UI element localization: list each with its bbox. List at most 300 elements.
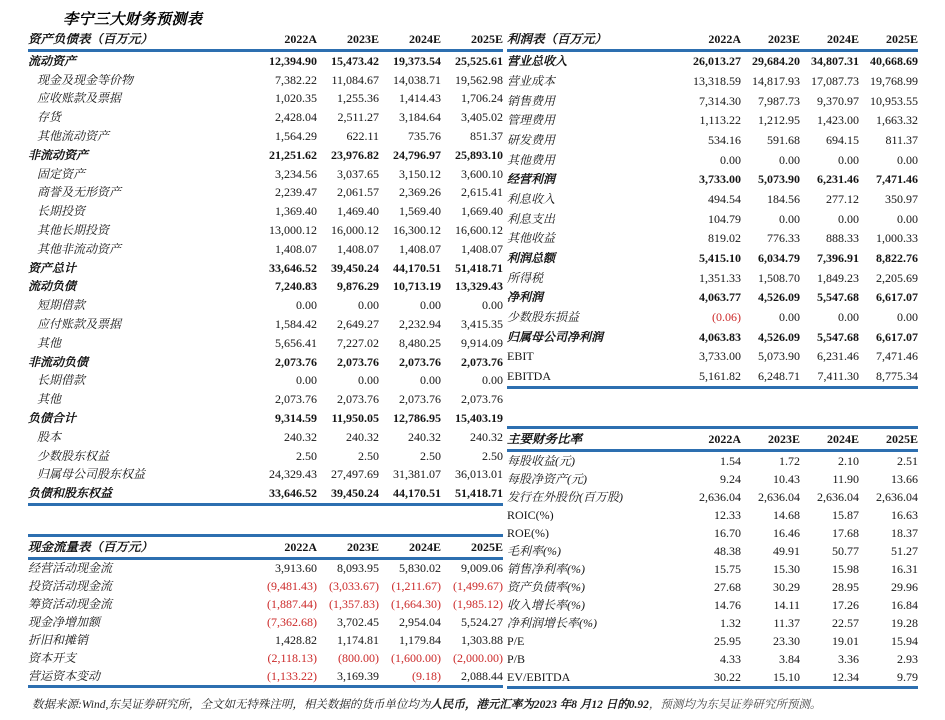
cell-value: 24,329.43	[269, 467, 317, 482]
cell-value: 240.32	[346, 429, 379, 444]
source-note	[32, 696, 927, 712]
cell-value: 14.68	[773, 507, 800, 522]
cell-value: 9.24	[720, 471, 741, 486]
cell-value: 13,318.59	[693, 74, 741, 88]
year-col-2022a: 2022A	[708, 32, 741, 46]
cell-value: 2.50	[420, 448, 441, 463]
table-row	[28, 484, 503, 503]
cell-value: 31,381.07	[393, 467, 441, 482]
cell-value: 1.32	[720, 615, 741, 630]
cell-value: 3,184.64	[399, 110, 441, 125]
cell-value: 7,411.30	[817, 369, 859, 384]
cell-value: 3,733.00	[699, 349, 741, 364]
cell-value: 350.97	[885, 192, 918, 207]
row-label: 存货	[37, 111, 62, 124]
table-row	[507, 150, 918, 170]
cell-value: 9,876.29	[337, 279, 379, 294]
cash-flow-table	[28, 534, 503, 688]
table-row	[28, 127, 503, 146]
cell-value: 1.54	[720, 453, 741, 468]
row-label: 流动资产	[28, 54, 77, 67]
table-row	[507, 111, 918, 131]
cell-value: 48.38	[714, 543, 741, 558]
cell-value: 1,255.36	[337, 91, 379, 106]
cell-value: 18.37	[891, 525, 918, 540]
table-row	[28, 667, 503, 685]
cell-value: 776.33	[767, 231, 800, 246]
table-row	[507, 578, 918, 596]
cell-value: 9.79	[897, 670, 918, 685]
cell-value: 2,428.04	[275, 110, 317, 125]
cell-value: 1,469.40	[337, 204, 379, 219]
cell-value: 19,768.99	[870, 74, 918, 88]
row-label: 归属母公司股东权益	[37, 468, 146, 481]
row-label: 应收账款及票据	[37, 92, 122, 105]
cell-value: (1,600.00)	[391, 651, 441, 666]
cell-value: 1,508.70	[758, 270, 800, 285]
key-ratios-header-row	[507, 431, 918, 452]
cell-value: 1,564.29	[275, 129, 317, 144]
row-label: ROIC(%)	[507, 508, 554, 521]
cash-flow-body	[28, 560, 503, 686]
year-col-2023e: 2023E	[767, 432, 800, 446]
year-col-2023e: 2023E	[346, 540, 379, 554]
row-label: 现金净增加额	[28, 616, 101, 629]
year-col-2025e: 2025E	[885, 432, 918, 446]
cell-value: 2,954.04	[399, 615, 441, 630]
table-row	[507, 347, 918, 367]
cell-value: (1,985.12)	[453, 597, 503, 612]
cell-value: 2,511.27	[337, 110, 379, 125]
row-label: 资产总计	[28, 261, 77, 274]
cell-value: 0.00	[897, 310, 918, 325]
balance-sheet-header-row	[28, 31, 503, 52]
cell-value: 1,584.42	[275, 317, 317, 332]
cell-value: 2.50	[358, 448, 379, 463]
cell-value: 1,408.07	[399, 241, 441, 256]
cell-value: 1,020.35	[275, 91, 317, 106]
table-row	[28, 577, 503, 595]
cell-value: 27.68	[714, 579, 741, 594]
page-title: 李宁三大财务预测表	[63, 12, 203, 28]
cell-value: 1,369.40	[275, 204, 317, 219]
row-label: 应付账款及票据	[37, 318, 122, 331]
cell-value: 9,370.97	[817, 93, 859, 108]
cell-value: 2,073.76	[461, 354, 503, 369]
cell-value: 12.34	[832, 670, 859, 685]
cell-value: 7,227.02	[337, 335, 379, 350]
cell-value: 2,615.41	[461, 185, 503, 200]
cell-value: (2,118.13)	[267, 651, 317, 666]
cell-value: 12,786.95	[393, 411, 441, 426]
cell-value: 2.10	[838, 453, 859, 468]
cell-value: 15.10	[773, 670, 800, 685]
cell-value: (9,481.43)	[267, 579, 317, 594]
cell-value: 14.76	[714, 597, 741, 612]
table-row	[28, 446, 503, 465]
cell-value: 7,471.46	[876, 172, 918, 187]
cell-value: 15.30	[773, 561, 800, 576]
row-label: 短期借款	[37, 299, 86, 312]
cell-value: 2,232.94	[399, 317, 441, 332]
row-label: 商誉及无形资产	[37, 186, 122, 199]
table-row	[28, 409, 503, 428]
cell-value: 0.00	[897, 152, 918, 167]
cell-value: 3,169.39	[337, 669, 379, 684]
cell-value: 17.68	[832, 525, 859, 540]
cell-value: 39,450.24	[331, 260, 379, 275]
row-label: P/E	[507, 634, 525, 647]
table-row	[507, 366, 918, 386]
row-label: 每股收益(元)	[507, 454, 575, 467]
table-row	[28, 89, 503, 108]
table-row	[507, 614, 918, 632]
table-row	[507, 470, 918, 488]
cell-value: (1,133.22)	[267, 669, 317, 684]
table-row	[28, 560, 503, 578]
row-label: 每股净资产(元)	[507, 472, 587, 485]
table-row	[28, 427, 503, 446]
table-row	[28, 296, 503, 315]
cell-value: 3,234.56	[275, 166, 317, 181]
cell-value: 16,600.12	[455, 223, 503, 238]
cell-value: 15.94	[891, 633, 918, 648]
cell-value: 888.33	[826, 231, 859, 246]
table-row	[507, 209, 918, 229]
balance-sheet-table	[28, 31, 503, 506]
cell-value: 14,038.71	[393, 72, 441, 87]
row-label: 折旧和摊销	[28, 634, 89, 647]
row-label: 营业成本	[507, 75, 556, 87]
row-label: 经营活动现金流	[28, 562, 113, 575]
year-col-2025e: 2025E	[470, 540, 503, 554]
cell-value: 0.00	[358, 373, 379, 388]
row-label: 利息支出	[507, 212, 556, 225]
cell-value: 0.00	[897, 211, 918, 226]
row-label: 管理费用	[507, 114, 556, 127]
row-label: 投资活动现金流	[28, 580, 113, 593]
cell-value: 16,000.12	[331, 223, 379, 238]
cell-value: 5,161.82	[699, 369, 741, 384]
row-label: 经营利润	[507, 173, 556, 186]
year-col-2025e: 2025E	[885, 32, 918, 46]
cell-value: 0.00	[779, 152, 800, 167]
cell-value: 50.77	[832, 543, 859, 558]
cell-value: 1,669.40	[461, 204, 503, 219]
cell-value: 2,073.76	[399, 354, 441, 369]
cell-value: 0.00	[720, 152, 741, 167]
key-ratios-body	[507, 452, 918, 687]
cell-value: 851.37	[470, 129, 503, 144]
table-row	[28, 70, 503, 89]
cell-value: 2,073.76	[337, 392, 379, 407]
cell-value: 7,396.91	[817, 251, 859, 266]
cell-value: 1,212.95	[758, 113, 800, 128]
row-label: 归属母公司净利润	[507, 330, 604, 343]
cell-value: 534.16	[708, 133, 741, 148]
cell-value: 3,415.35	[461, 317, 503, 332]
table-row	[507, 307, 918, 327]
row-label: 少数股东权益	[37, 449, 110, 462]
balance-sheet-body	[28, 52, 503, 503]
cell-value: 7,471.46	[876, 349, 918, 364]
cell-value: 1,414.43	[399, 91, 441, 106]
cell-value: 3,733.00	[699, 172, 741, 187]
cell-value: 51,418.71	[455, 260, 503, 275]
cell-value: 19,562.98	[455, 72, 503, 87]
table-row	[28, 465, 503, 484]
cell-value: 4.33	[720, 652, 741, 667]
cell-value: 5,073.90	[758, 172, 800, 187]
cell-value: 104.79	[708, 211, 741, 226]
cell-value: 2.50	[482, 448, 503, 463]
cell-value: 1.72	[779, 453, 800, 468]
year-col-2024e: 2024E	[826, 432, 859, 446]
cell-value: 25.95	[714, 633, 741, 648]
cell-value: 21,251.62	[269, 147, 317, 162]
cell-value: 30.22	[714, 670, 741, 685]
cell-value: 25,893.10	[455, 147, 503, 162]
cell-value: 2.50	[296, 448, 317, 463]
cell-value: (7,362.68)	[267, 615, 317, 630]
cell-value: 51.27	[891, 543, 918, 558]
cell-value: 3,600.10	[461, 166, 503, 181]
row-label: 其他费用	[507, 153, 556, 166]
table-row	[507, 650, 918, 668]
cell-value: 9,914.09	[461, 335, 503, 350]
cell-value: 1,179.84	[399, 633, 441, 648]
cell-value: 3,913.60	[275, 561, 317, 576]
cell-value: 26,013.27	[693, 54, 741, 69]
cell-value: 6,231.46	[817, 172, 859, 187]
table-row	[507, 542, 918, 560]
year-col-2022a: 2022A	[284, 540, 317, 554]
cell-value: 10,713.19	[393, 279, 441, 294]
cell-value: 1,569.40	[399, 204, 441, 219]
cell-value: 0.00	[838, 152, 859, 167]
income-statement-table	[507, 31, 918, 389]
row-label: EBIT	[507, 350, 534, 363]
row-label: 发行在外股份(百万股)	[507, 490, 623, 503]
cell-value: 11,950.05	[331, 411, 379, 426]
cell-value: 2,061.57	[337, 185, 379, 200]
cell-value: 49.91	[773, 543, 800, 558]
cell-value: 16.31	[891, 561, 918, 576]
cell-value: 10,953.55	[870, 93, 918, 108]
row-label: 其他非流动资产	[37, 242, 122, 255]
table-row	[28, 221, 503, 240]
cell-value: 16.63	[891, 507, 918, 522]
cell-value: 39,450.24	[331, 486, 379, 501]
row-label: 其他收益	[507, 232, 556, 245]
row-label: 资本开支	[28, 652, 77, 665]
cell-value: (1,357.83)	[329, 597, 379, 612]
row-label: 其他长期投资	[37, 224, 110, 237]
cell-value: 7,382.22	[275, 72, 317, 87]
cell-value: 8,093.95	[337, 561, 379, 576]
cell-value: 5,415.10	[699, 251, 741, 266]
year-col-2022a: 2022A	[284, 32, 317, 46]
cell-value: 8,775.34	[876, 369, 918, 384]
cell-value: 1,428.82	[275, 633, 317, 648]
cell-value: 36,013.01	[455, 467, 503, 482]
cell-value: 15.98	[832, 561, 859, 576]
cell-value: 30.29	[773, 579, 800, 594]
cell-value: (3,033.67)	[329, 579, 379, 594]
cell-value: 13.66	[891, 471, 918, 486]
cell-value: 0.00	[420, 298, 441, 313]
cell-value: 3,150.12	[399, 166, 441, 181]
cell-value: 5,547.68	[817, 290, 859, 305]
table-row	[28, 390, 503, 409]
table-row	[507, 668, 918, 686]
balance-sheet-title: 资产负债表（百万元）	[28, 33, 154, 46]
table-row	[28, 52, 503, 71]
cell-value: 2.93	[897, 652, 918, 667]
table-row	[507, 268, 918, 288]
cell-value: 6,231.46	[817, 349, 859, 364]
cell-value: 23.30	[773, 633, 800, 648]
cell-value: 1,423.00	[817, 113, 859, 128]
row-label: 销售净利率(%)	[507, 562, 585, 575]
year-col-2023e: 2023E	[346, 32, 379, 46]
cell-value: 2,636.04	[699, 489, 741, 504]
year-col-2023e: 2023E	[767, 32, 800, 46]
cell-value: 1,408.07	[337, 241, 379, 256]
table-row	[28, 333, 503, 352]
table-row	[28, 631, 503, 649]
cell-value: 15,473.42	[331, 53, 379, 68]
cell-value: 29.96	[891, 579, 918, 594]
cell-value: 16.84	[891, 597, 918, 612]
row-label: 负债和股东权益	[28, 487, 113, 500]
table-row	[507, 229, 918, 249]
table-row	[507, 452, 918, 470]
cell-value: 5,547.68	[817, 329, 859, 344]
table-row	[28, 258, 503, 277]
table-row	[28, 108, 503, 127]
cell-value: 819.02	[708, 231, 741, 246]
cell-value: 6,617.07	[876, 290, 918, 305]
cell-value: 15,403.19	[455, 411, 503, 426]
table-row	[28, 277, 503, 296]
cell-value: 184.56	[767, 192, 800, 207]
cell-value: 3,405.02	[461, 110, 503, 125]
table-row	[507, 248, 918, 268]
cell-value: 5,830.02	[399, 561, 441, 576]
cell-value: 240.32	[470, 429, 503, 444]
cell-value: 0.00	[358, 298, 379, 313]
cell-value: 6,617.07	[876, 329, 918, 344]
year-col-2022a: 2022A	[708, 432, 741, 446]
cell-value: 0.00	[482, 373, 503, 388]
cell-value: 8,480.25	[399, 335, 441, 350]
table-row	[28, 371, 503, 390]
table-row	[28, 613, 503, 631]
table-row	[507, 560, 918, 578]
cell-value: 2,073.76	[461, 392, 503, 407]
cell-value: 28.95	[832, 579, 859, 594]
cell-value: 2,073.76	[275, 354, 317, 369]
row-label: 收入增长率(%)	[507, 598, 585, 611]
row-label: 资产负债率(%)	[507, 580, 585, 593]
cell-value: 10.43	[773, 471, 800, 486]
cell-value: 11.90	[832, 471, 859, 486]
row-label: 所得税	[507, 271, 544, 284]
cell-value: (2,000.00)	[453, 651, 503, 666]
cell-value: 19.28	[891, 615, 918, 630]
cell-value: 0.00	[296, 298, 317, 313]
cell-value: 277.12	[826, 192, 859, 207]
row-label: EV/EBITDA	[507, 671, 571, 684]
cell-value: 2,073.76	[275, 392, 317, 407]
table-row	[507, 632, 918, 650]
cell-value: 622.11	[346, 129, 379, 144]
year-col-2025e: 2025E	[470, 32, 503, 46]
cell-value: 2,205.69	[876, 270, 918, 285]
cell-value: 24,796.97	[393, 147, 441, 162]
cell-value: 1,113.22	[699, 113, 741, 128]
cell-value: 811.37	[885, 133, 918, 148]
cell-value: 51,418.71	[455, 486, 503, 501]
cell-value: 4,526.09	[758, 290, 800, 305]
row-label: 其他	[37, 393, 62, 406]
cell-value: 3.84	[779, 652, 800, 667]
cell-value: 2.51	[897, 453, 918, 468]
income-statement-title: 利润表（百万元）	[507, 33, 608, 46]
cell-value: 1,174.81	[337, 633, 379, 648]
cell-value: 591.68	[767, 133, 800, 148]
cell-value: 5,524.27	[461, 615, 503, 630]
table-row	[28, 183, 503, 202]
cell-value: 0.00	[482, 298, 503, 313]
table-row	[507, 506, 918, 524]
table-row	[507, 596, 918, 614]
row-label: 其他流动资产	[37, 130, 110, 143]
row-label: 营业总收入	[507, 55, 568, 68]
cell-value: 12,394.90	[269, 53, 317, 68]
row-label: 流动负债	[28, 280, 77, 293]
cell-value: 6,248.71	[758, 369, 800, 384]
row-label: 利息收入	[507, 193, 556, 206]
cell-value: 2,073.76	[399, 392, 441, 407]
row-label: 净利润	[507, 291, 544, 304]
table-row	[507, 189, 918, 209]
row-label: 研发费用	[507, 134, 556, 147]
cell-value: 22.57	[832, 615, 859, 630]
cell-value: 3.36	[838, 652, 859, 667]
row-label: 其他	[37, 336, 62, 349]
row-label: 筹资活动现金流	[28, 598, 113, 611]
cell-value: (0.06)	[712, 310, 741, 325]
cell-value: 11,084.67	[331, 72, 379, 87]
cell-value: 19,373.54	[393, 53, 441, 68]
table-row	[507, 91, 918, 111]
cell-value: 16,300.12	[393, 223, 441, 238]
cell-value: 14,817.93	[752, 74, 800, 88]
cell-value: 494.54	[708, 192, 741, 207]
row-label: 非流动负债	[28, 355, 89, 368]
row-label: 少数股东损益	[507, 311, 580, 324]
cell-value: 2,239.47	[275, 185, 317, 200]
cell-value: 0.00	[838, 211, 859, 226]
table-row	[28, 239, 503, 258]
income-statement-header-row	[507, 31, 918, 52]
cell-value: 7,987.73	[758, 93, 800, 108]
table-row	[28, 202, 503, 221]
cell-value: 2,636.04	[758, 489, 800, 504]
cell-value: 240.32	[284, 429, 317, 444]
